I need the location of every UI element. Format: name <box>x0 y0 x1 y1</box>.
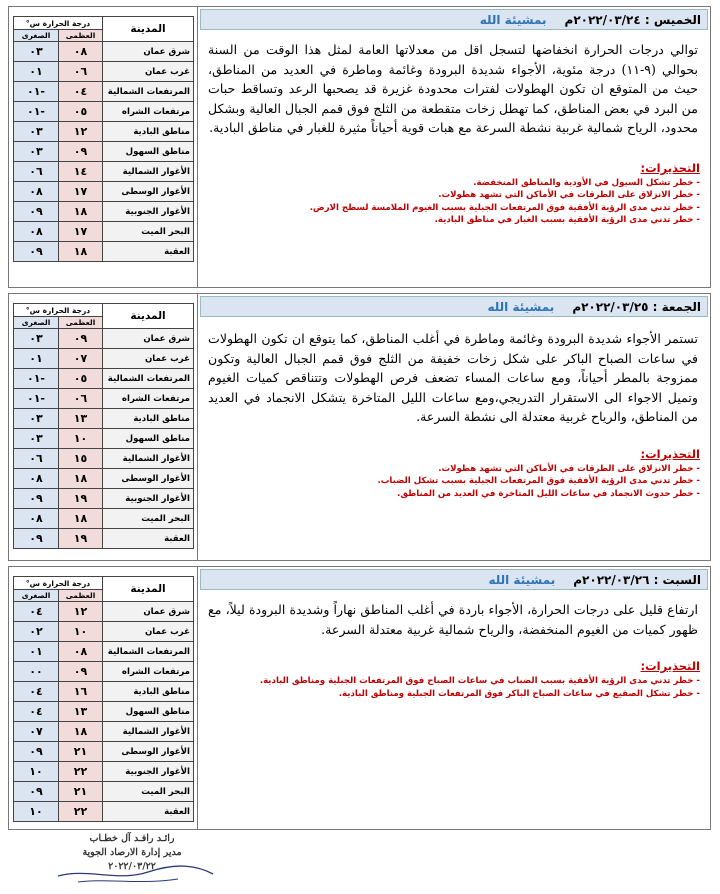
warning-item: - خطر تدني مدى الرؤية الأفقية فوق المرتفعات الجبلية بسبب الغيوم الملامسة لسطح الارض. <box>309 202 700 213</box>
max-temp: ٠٩ <box>59 662 103 682</box>
city-row <box>14 429 194 449</box>
warnings-title: التحذيرات: <box>640 160 700 175</box>
warning-item: - خطر حدوث الانجماد في ساعات الليل المتاخرة في العديد من المناطق. <box>397 488 700 499</box>
city-row <box>14 162 194 182</box>
city-row <box>14 602 194 622</box>
min-temp: ٠١ <box>14 349 59 369</box>
temperature-column-header: درجة الحرارة س° <box>14 304 103 317</box>
min-column-header: الصغرى <box>14 317 59 329</box>
day-forecast-block <box>8 6 711 288</box>
warnings-title: التحذيرات: <box>640 659 700 674</box>
max-temp: ٠٧ <box>59 349 103 369</box>
min-temp: ٠١ <box>14 62 59 82</box>
max-temp: ١٦ <box>59 682 103 702</box>
min-temp: ٠٤ <box>14 702 59 722</box>
city-name: الأغوار الجنوبية <box>103 762 194 782</box>
warning-item: - خطر تشكل الصقيع في ساعات الصباح الباكر فوق المرتفعات الجبلية ومناطق البادية. <box>338 688 700 699</box>
forecast-page <box>8 6 711 830</box>
city-name: الأغوار الشمالية <box>103 722 194 742</box>
warnings-section <box>198 161 710 227</box>
warnings-section <box>198 447 710 500</box>
max-temp: ١٧ <box>59 222 103 242</box>
city-row <box>14 642 194 662</box>
min-temp: -٠١ <box>14 102 59 122</box>
max-temp: ٠٨ <box>59 642 103 662</box>
max-temp: ١٨ <box>59 722 103 742</box>
handwritten-signature <box>48 838 218 888</box>
forecast-content <box>197 567 710 829</box>
city-row <box>14 782 194 802</box>
city-row <box>14 529 194 549</box>
min-temp: ٠٦ <box>14 449 59 469</box>
city-row <box>14 349 194 369</box>
min-temp: ٠٩ <box>14 489 59 509</box>
city-row <box>14 469 194 489</box>
min-temp: -٠١ <box>14 369 59 389</box>
city-name: الأغوار الوسطى <box>103 742 194 762</box>
city-name: مرتفعات الشراه <box>103 662 194 682</box>
city-row <box>14 82 194 102</box>
warning-item: - خطر الانزلاق على الطرقات في الأماكن التي تشهد هطولات. <box>438 190 700 201</box>
min-temp: ٠٩ <box>14 742 59 762</box>
max-column-header: العظمى <box>59 30 103 42</box>
city-name: المرتفعات الشمالية <box>103 82 194 102</box>
min-temp: ٠٣ <box>14 409 59 429</box>
max-temp: ١٣ <box>59 409 103 429</box>
min-temp: ٠٣ <box>14 142 59 162</box>
max-temp: ١٩ <box>59 489 103 509</box>
warnings-title: التحذيرات: <box>640 446 700 461</box>
min-temp: ٠٨ <box>14 509 59 529</box>
min-temp: ٠٤ <box>14 602 59 622</box>
city-name: البحر الميت <box>103 509 194 529</box>
city-row <box>14 242 194 262</box>
city-row <box>14 702 194 722</box>
min-temp: ٠٨ <box>14 469 59 489</box>
max-temp: ١٣ <box>59 702 103 722</box>
max-temp: ١٨ <box>59 509 103 529</box>
city-row <box>14 742 194 762</box>
max-temp: ١٨ <box>59 469 103 489</box>
forecast-content <box>197 7 710 287</box>
city-name: البحر الميت <box>103 782 194 802</box>
min-temp: ٠٣ <box>14 329 59 349</box>
signature-date: ٢٠٢٢/٠٣/٢٢ <box>108 861 156 872</box>
city-name: المرتفعات الشمالية <box>103 369 194 389</box>
city-row <box>14 329 194 349</box>
max-temp: ١٨ <box>59 242 103 262</box>
temperature-column-header: درجة الحرارة س° <box>14 577 103 590</box>
temperature-column-header: درجة الحرارة س° <box>14 17 103 30</box>
day-forecast-block <box>8 293 711 561</box>
min-temp: ٠٢ <box>14 622 59 642</box>
city-name: شرق عمان <box>103 602 194 622</box>
min-temp: ٠٨ <box>14 222 59 242</box>
city-name: الأغوار الجنوبية <box>103 489 194 509</box>
city-name: المرتفعات الشمالية <box>103 642 194 662</box>
min-temp: ١٠ <box>14 802 59 822</box>
city-name: الأغوار الشمالية <box>103 449 194 469</box>
max-temp: ٠٩ <box>59 329 103 349</box>
city-name: مناطق السهول <box>103 142 194 162</box>
city-column-header: المدينة <box>103 577 194 602</box>
day-forecast-block <box>8 566 711 830</box>
temperature-table <box>13 303 194 549</box>
city-row <box>14 62 194 82</box>
max-temp: ٢٢ <box>59 802 103 822</box>
city-row <box>14 662 194 682</box>
city-row <box>14 122 194 142</box>
max-temp: ٠٩ <box>59 142 103 162</box>
forecast-text: تستمر الأجواء شديدة البرودة وغائمة وماطرة في أغلب المناطق، كما يتوقع ان تكون الهطولات في ساعات الصباح الباكر على شكل زخات خفيفة من الثلج فوق قمم الجبال العالية وتكون ممزوجة بالمطر أحياناً، ومع ساعات المساء تضعف فرص الهطولات وتتناقص كميات الغيوم وتميل الاجواء الى الاستقرار التدريجي،ومع ساعات الليل المتاخرة يتشكل الانجماد في العديد من المناطق، والرياح غربية معتدلة الى نشطة السرعة. <box>208 331 698 425</box>
day-date: السبت : ٢٠٢٢/٠٣/٢٦م <box>573 572 701 587</box>
temperature-table-box <box>9 7 199 262</box>
warning-item: - خطر تدني مدى الرؤية الأفقية بسبب الضباب في ساعات الصباح فوق المرتفعات الجبلية ومناطق البادية. <box>259 676 700 687</box>
day-header <box>200 9 708 30</box>
city-name: الأغوار الشمالية <box>103 162 194 182</box>
city-row <box>14 369 194 389</box>
max-temp: ٢١ <box>59 742 103 762</box>
city-row <box>14 682 194 702</box>
city-name: البحر الميت <box>103 222 194 242</box>
min-temp: -٠١ <box>14 389 59 409</box>
max-temp: ٠٥ <box>59 369 103 389</box>
inshallah-text: بمشيئة الله <box>479 12 547 27</box>
city-row <box>14 622 194 642</box>
city-column-header: المدينة <box>103 17 194 42</box>
signer-title: مدير إدارة الارصاد الجوية <box>82 847 182 858</box>
city-name: مناطق السهول <box>103 429 194 449</box>
max-temp: ١٩ <box>59 529 103 549</box>
max-temp: ١٤ <box>59 162 103 182</box>
min-temp: ٠٣ <box>14 42 59 62</box>
city-row <box>14 489 194 509</box>
city-name: شرق عمان <box>103 329 194 349</box>
city-name: مناطق البادية <box>103 682 194 702</box>
forecast-text: توالي درجات الحرارة انخفاضها لتسجل اقل من معدلاتها العامة لمثل هذا الوقت من السنة بحوالي (٩-١١) درجة مئوية، الأجواء شديدة البرودة وغائمة وماطرة في العديد من المناطق، حيث من المتوقع ان تكون الهطولات لفترات محدودة غزيرة قد يصحبها الرعد وتساقط حبات من البرد في بعض المناطق، كما تهطل زخات متقطعة من الثلج فوق قمم الجبال العالية وبشكل محدود، الرياح شمالية غربية نشطة السرعة مع هبات قوية أحياناً مثيرة للغبار في مناطق البادية. <box>208 42 698 136</box>
city-name: الأغوار الجنوبية <box>103 202 194 222</box>
city-name: العقبة <box>103 529 194 549</box>
warnings-section <box>198 659 710 700</box>
min-temp: ٠٩ <box>14 529 59 549</box>
warning-item: - خطر تشكل السيول في الأودية والمناطق المنخفضة. <box>473 177 700 188</box>
max-temp: ٢٢ <box>59 762 103 782</box>
min-temp: ٠٣ <box>14 122 59 142</box>
city-row <box>14 802 194 822</box>
max-column-header: العظمى <box>59 317 103 329</box>
city-name: شرق عمان <box>103 42 194 62</box>
min-temp: ٠٩ <box>14 782 59 802</box>
min-temp: ١٠ <box>14 762 59 782</box>
temperature-table-box <box>9 294 199 549</box>
city-row <box>14 409 194 429</box>
city-name: مناطق السهول <box>103 702 194 722</box>
city-name: مناطق البادية <box>103 409 194 429</box>
min-temp: ٠٦ <box>14 162 59 182</box>
city-row <box>14 102 194 122</box>
city-row <box>14 42 194 62</box>
min-temp: ٠١ <box>14 642 59 662</box>
city-name: مناطق البادية <box>103 122 194 142</box>
min-temp: ٠٠ <box>14 662 59 682</box>
min-temp: ٠٩ <box>14 242 59 262</box>
max-temp: ١٧ <box>59 182 103 202</box>
city-name: الأغوار الوسطى <box>103 469 194 489</box>
day-header <box>200 569 708 590</box>
max-temp: ١٢ <box>59 602 103 622</box>
min-column-header: الصغرى <box>14 590 59 602</box>
city-name: غرب عمان <box>103 62 194 82</box>
min-column-header: الصغرى <box>14 30 59 42</box>
city-row <box>14 182 194 202</box>
max-temp: ٠٥ <box>59 102 103 122</box>
city-row <box>14 509 194 529</box>
city-name: مرتفعات الشراه <box>103 102 194 122</box>
city-row <box>14 762 194 782</box>
max-temp: ١٢ <box>59 122 103 142</box>
warning-item: - خطر تدني مدى الرؤية الأفقية فوق المرتفعات الجبلية بسبب تشكل الضباب. <box>377 476 700 487</box>
day-date: الجمعة : ٢٠٢٢/٠٣/٢٥م <box>572 299 701 314</box>
max-temp: ٠٤ <box>59 82 103 102</box>
city-column-header: المدينة <box>103 304 194 329</box>
city-name: العقبة <box>103 242 194 262</box>
forecast-text: ارتفاع قليل على درجات الحرارة، الأجواء باردة في أغلب المناطق نهاراً وشديدة البرودة ليلاً، مع ظهور كميات من الغيوم المنخفضة، والرياح شمالية غربية معتدلة السرعة. <box>208 602 698 637</box>
temperature-table <box>13 16 194 262</box>
temperature-table <box>13 576 194 822</box>
city-name: مرتفعات الشراه <box>103 389 194 409</box>
max-temp: ١٠ <box>59 622 103 642</box>
temperature-table-box <box>9 567 199 822</box>
city-name: غرب عمان <box>103 349 194 369</box>
day-date: الخميس : ٢٠٢٢/٠٣/٢٤م <box>564 12 701 27</box>
max-temp: ١٠ <box>59 429 103 449</box>
min-temp: -٠١ <box>14 82 59 102</box>
city-row <box>14 202 194 222</box>
city-name: الأغوار الوسطى <box>103 182 194 202</box>
min-temp: ٠٨ <box>14 182 59 202</box>
city-row <box>14 722 194 742</box>
max-temp: ٠٦ <box>59 389 103 409</box>
city-row <box>14 142 194 162</box>
max-temp: ٢١ <box>59 782 103 802</box>
max-temp: ٠٦ <box>59 62 103 82</box>
signer-name: رائـد رافـد آل خطـاب <box>89 833 175 844</box>
max-temp: ١٥ <box>59 449 103 469</box>
inshallah-text: بمشيئة الله <box>487 299 555 314</box>
forecast-content <box>197 294 710 560</box>
city-row <box>14 222 194 242</box>
max-column-header: العظمى <box>59 590 103 602</box>
min-temp: ٠٩ <box>14 202 59 222</box>
min-temp: ٠٣ <box>14 429 59 449</box>
max-temp: ١٨ <box>59 202 103 222</box>
city-name: غرب عمان <box>103 622 194 642</box>
city-row <box>14 449 194 469</box>
max-temp: ٠٨ <box>59 42 103 62</box>
warning-item: - خطر تدني مدى الرؤية الأفقية بسبب الغبار في مناطق البادية. <box>434 215 700 226</box>
warning-item: - خطر الانزلاق على الطرقات في الأماكن التي تشهد هطولات. <box>438 463 700 474</box>
min-temp: ٠٧ <box>14 722 59 742</box>
inshallah-text: بمشيئة الله <box>488 572 556 587</box>
city-name: العقبة <box>103 802 194 822</box>
day-header <box>200 296 708 317</box>
city-row <box>14 389 194 409</box>
min-temp: ٠٤ <box>14 682 59 702</box>
